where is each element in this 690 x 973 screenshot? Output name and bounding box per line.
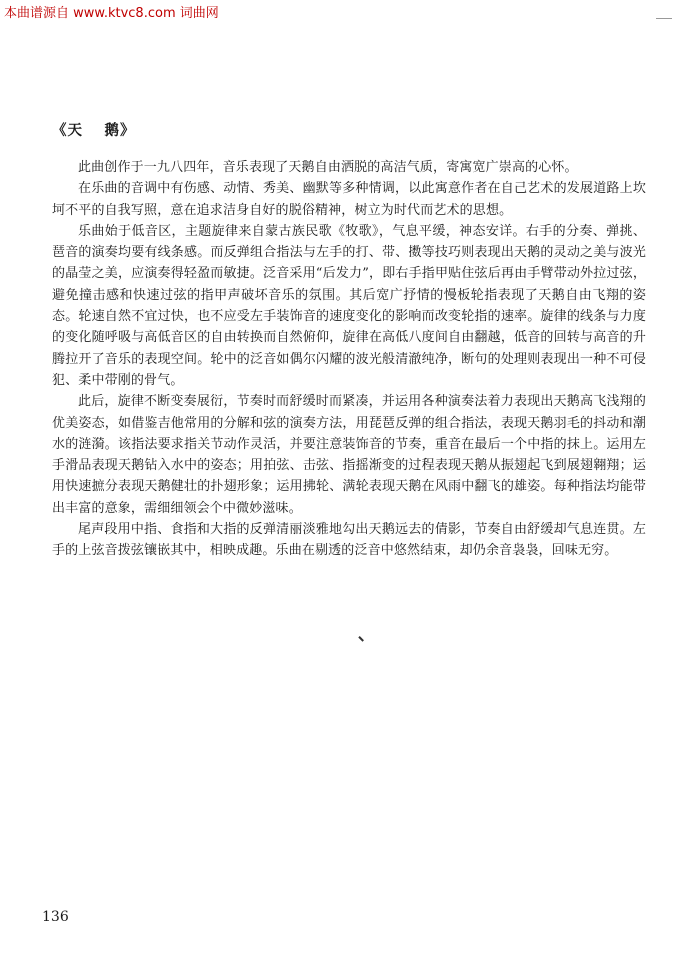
watermark-text: 本曲谱源自 www.ktvc8.com 词曲网 [4, 6, 219, 21]
paragraph-2: 在乐曲的音调中有伤感、动情、秀美、幽默等多种情调，以此寓意作者在自己艺术的发展道路上坎坷不平的自我写照，意在追求洁身自好的脱俗精神，树立为时代而艺术的思想。 [52, 181, 646, 218]
paragraph-3: 乐曲始于低音区，主题旋律来自蒙古族民歌《牧歌》，气息平缓，神态安详。右手的分奏、弹挑、琶音的演奏均要有线条感。而反弹组合指法与左手的打、带、擞等技巧则表现出天鹅的灵动之美与波光的晶莹之美，应演奏得轻盈而敏捷。泛音采用“后发力”，即右手指甲贴住弦后再由手臂带动外拉过弦，避免撞击感和快速过弦的指甲声破坏音乐的氛围。其后宽广抒情的慢板轮指表现了天鹅自由飞翔的姿态。轮速自然不宜过快，也不应受左手装饰音的速度变化的影响而改变轮指的速率。旋律的线条与力度的变化随呼吸与高低音区的自由转换而自然俯仰，旋律在高低八度间自由翻越，低音的回转与高音的升腾拉开了音乐的表现空间。轮中的泛音如偶尔闪耀的波光般清澈纯净，断句的处理则表现出一种不可侵犯、柔中带刚的骨气。 [52, 223, 646, 388]
corner-mark [656, 12, 672, 19]
page-number: 136 [42, 909, 69, 925]
paragraph-1: 此曲创作于一九八四年，音乐表现了天鹅自由洒脱的高洁气质，寄寓宽广崇高的心怀。 [78, 160, 578, 175]
paragraph-5: 尾声段用中指、食指和大指的反弹清丽淡雅地勾出天鹅远去的倩影，节奏自由舒缓却气息连贯。左手的上弦音拨弦镶嵌其中，相映成趣。乐曲在剔透的泛音中悠然结束，却仍余音袅袅，回味无穷。 [52, 522, 646, 559]
article-body [52, 157, 646, 562]
paragraph-4: 此后，旋律不断变奏展衍，节奏时而舒缓时而紧凑，并运用各种演奏法着力表现出天鹅高飞浅翔的优美姿态，如借鉴吉他常用的分解和弦的演奏方法，用琵琶反弹的组合指法，表现天鹅羽毛的抖动和潮水的涟漪。该指法要求指关节动作灵活，并要注意装饰音的节奏，重音在最后一个中指的抹上。运用左手滑品表现天鹅钻入水中的姿态；用拍弦、击弦、指摇渐变的过程表现天鹅从振翅起飞到展翅翱翔；运用快速摭分表现天鹅健壮的扑翅形象；运用拂轮、满轮表现天鹅在风雨中翻飞的雄姿。每种指法均能带出丰富的意象，需细细领会个中微妙滋味。 [52, 394, 646, 516]
article-title: 《天 鹅》 [52, 122, 136, 139]
scan-artifact [354, 636, 364, 646]
